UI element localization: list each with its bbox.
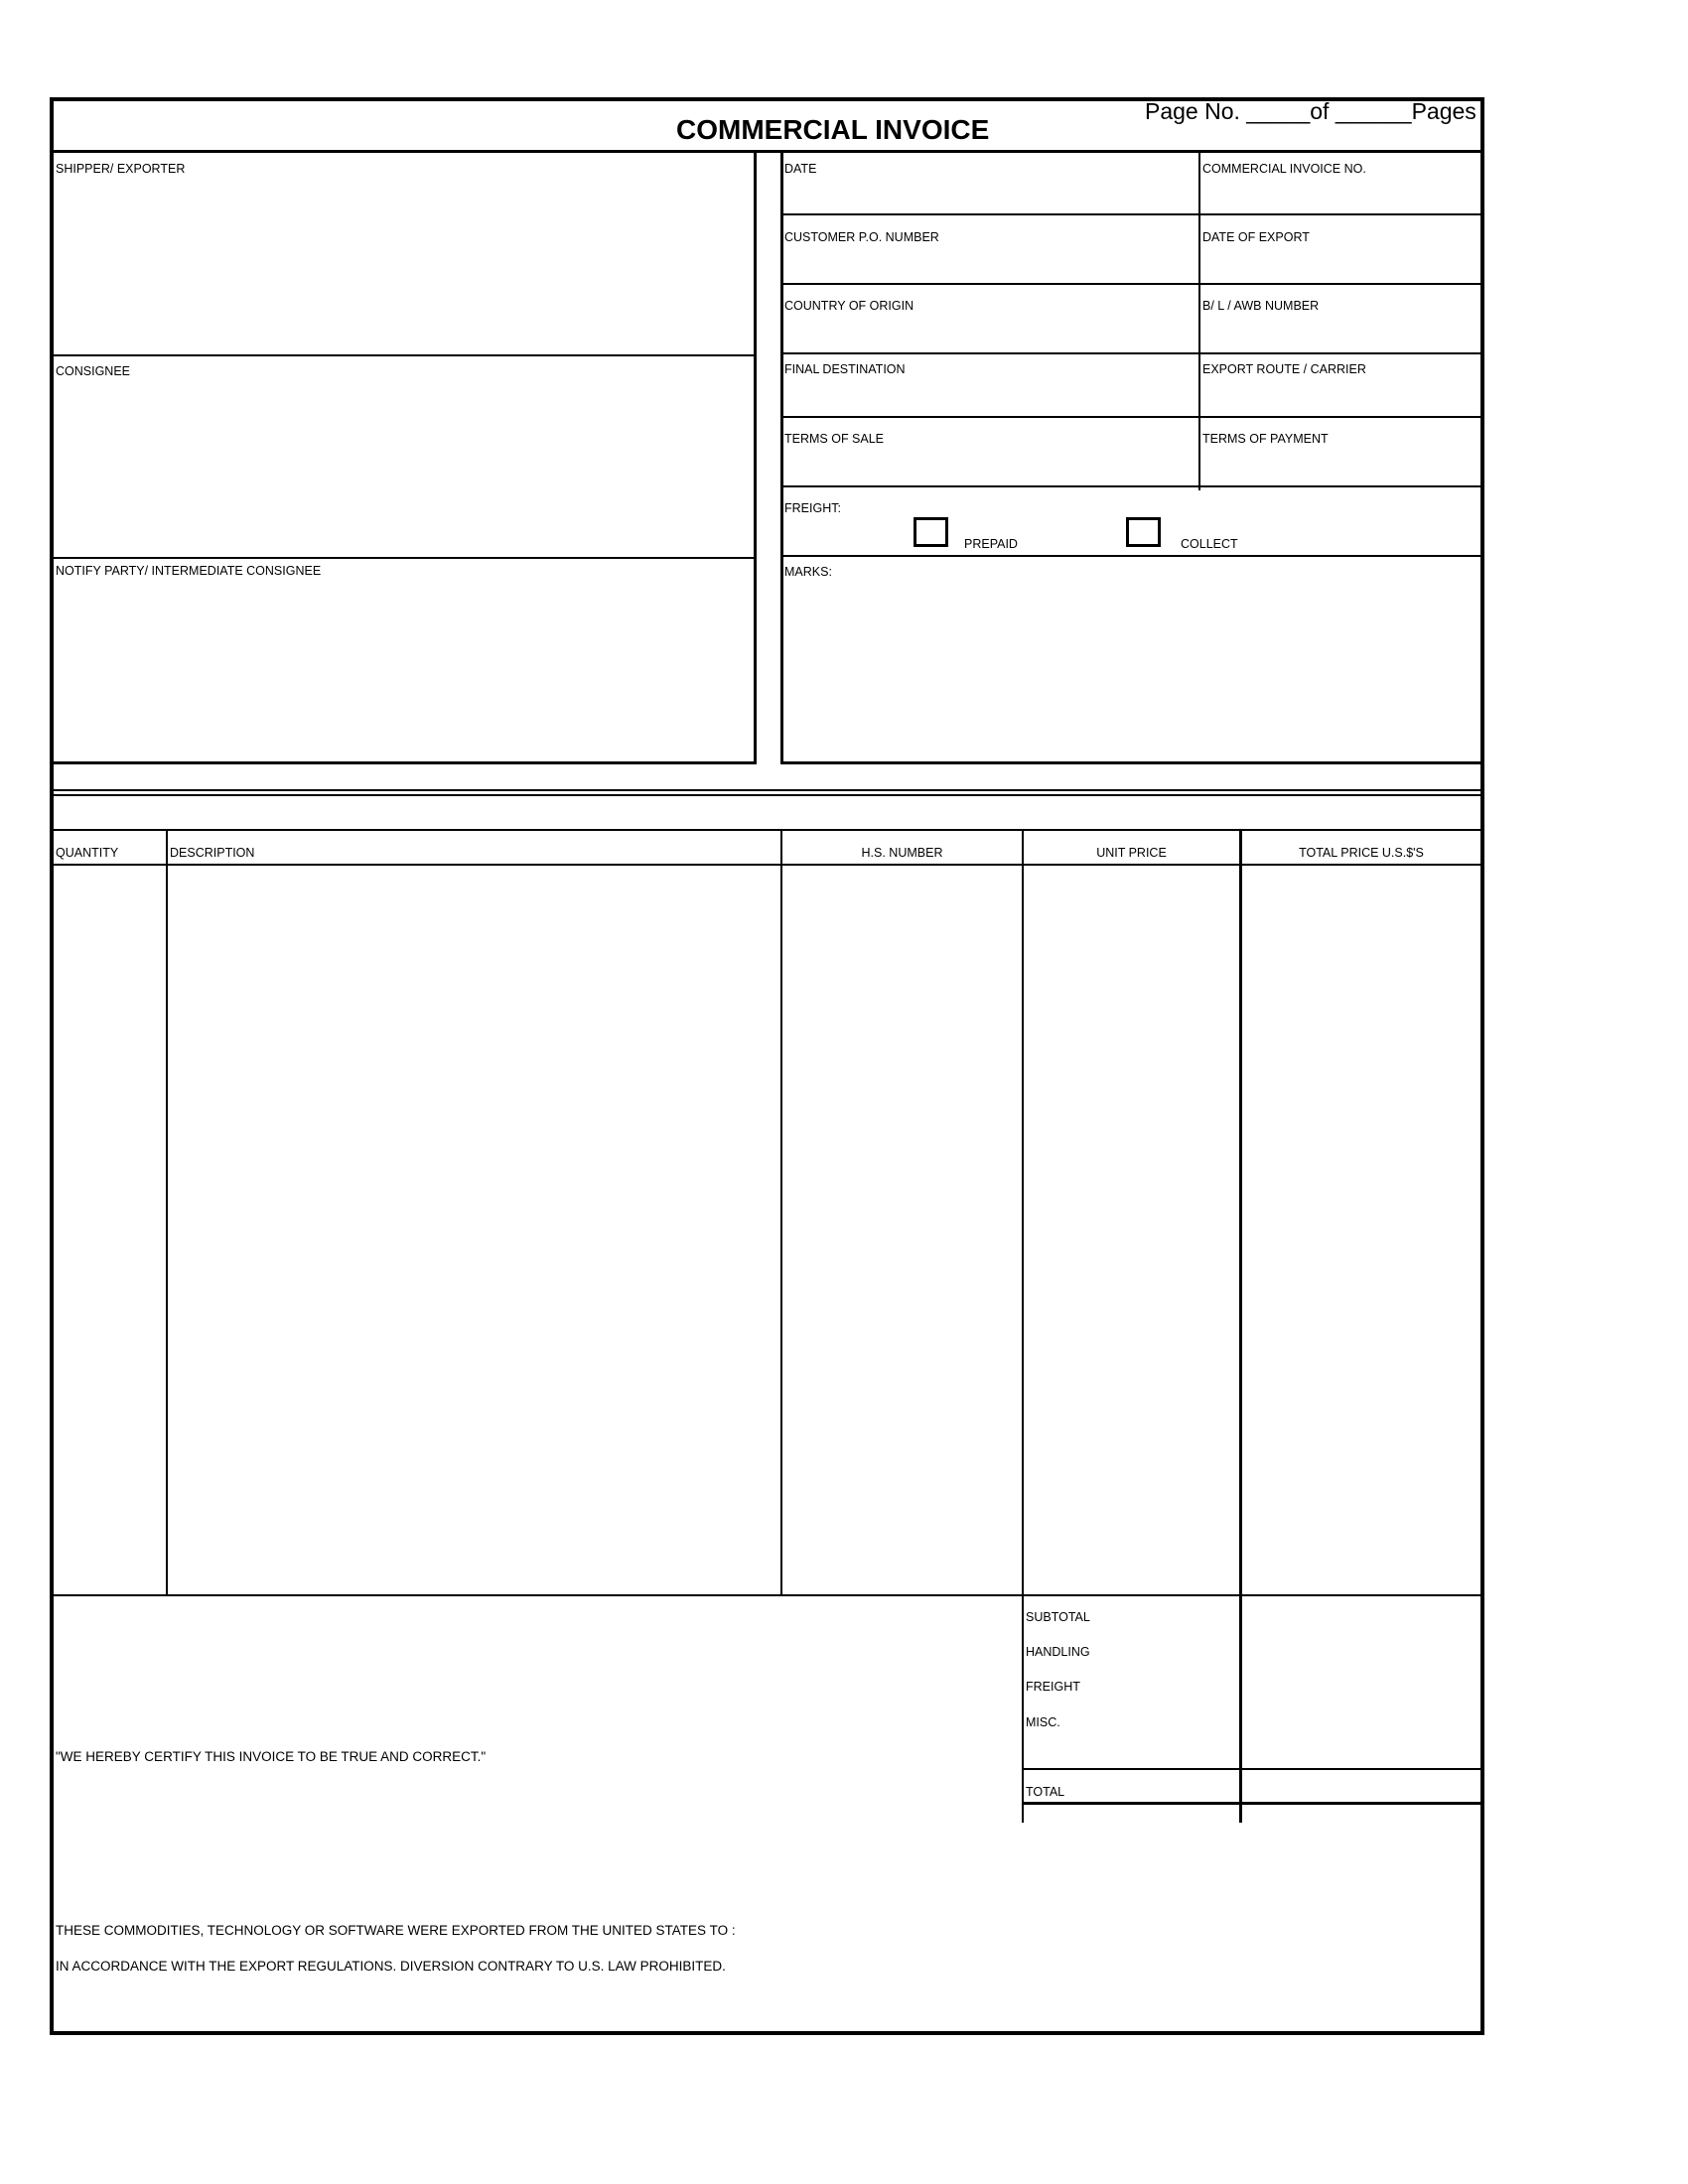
details-row-divider-3: [782, 352, 1482, 354]
total-price-column-field[interactable]: [1243, 867, 1479, 1593]
column-header-quantity: QUANTITY: [56, 846, 119, 860]
total-row-bottom-border: [1022, 1802, 1482, 1805]
prepaid-checkbox[interactable]: [914, 517, 948, 547]
charges-amount-field[interactable]: [1243, 1597, 1479, 1767]
right-block-bottom-border: [780, 761, 1482, 764]
column-header-total-price: TOTAL PRICE U.S.$'S: [1299, 846, 1424, 860]
left-block-right-border: [754, 151, 757, 764]
terms-of-payment-field[interactable]: [1202, 449, 1478, 483]
final-destination-label: FINAL DESTINATION: [784, 362, 906, 376]
collect-label: COLLECT: [1181, 537, 1238, 551]
page-title: COMMERCIAL INVOICE: [676, 114, 990, 145]
date-field[interactable]: [784, 179, 1196, 211]
page-of: of: [1310, 98, 1336, 124]
marks-label: MARKS:: [784, 565, 832, 579]
unit-price-column-field[interactable]: [1025, 867, 1238, 1593]
details-row-divider-5: [782, 485, 1482, 487]
col-divider-description: [780, 830, 782, 1595]
col-divider-quantity: [166, 830, 168, 1595]
items-header-bottom-border: [52, 864, 1482, 866]
page-prefix: Page No.: [1145, 98, 1247, 124]
consignee-label: CONSIGNEE: [56, 364, 131, 378]
po-number-field[interactable]: [784, 247, 1196, 281]
date-of-export-label: DATE OF EXPORT: [1202, 230, 1310, 244]
total-label: TOTAL: [1026, 1785, 1065, 1799]
right-block-left-border: [780, 151, 783, 764]
certification-statement: "WE HEREBY CERTIFY THIS INVOICE TO BE TRUE AND CORRECT.": [56, 1749, 487, 1764]
page-number-field[interactable]: _____: [1246, 98, 1311, 124]
country-of-origin-label: COUNTRY OF ORIGIN: [784, 299, 914, 313]
details-row-divider-4: [782, 416, 1482, 418]
page-suffix: Pages: [1411, 98, 1477, 124]
po-number-label: CUSTOMER P.O. NUMBER: [784, 230, 939, 244]
details-row-divider-1: [782, 213, 1482, 215]
handling-label: HANDLING: [1026, 1645, 1090, 1659]
terms-of-sale-label: TERMS OF SALE: [784, 432, 885, 446]
misc-label: MISC.: [1026, 1715, 1060, 1729]
invoice-no-label: COMMERCIAL INVOICE NO.: [1202, 162, 1366, 176]
total-amount-field[interactable]: [1243, 1771, 1479, 1801]
export-statement-line-1: THESE COMMODITIES, TECHNOLOGY OR SOFTWARE WERE EXPORTED FROM THE UNITED STATES TO :: [56, 1923, 736, 1938]
freight-label: FREIGHT:: [784, 501, 841, 515]
signature-field[interactable]: [56, 1777, 1009, 1896]
left-block-bottom-border: [52, 761, 757, 764]
notify-party-label: NOTIFY PARTY/ INTERMEDIATE CONSIGNEE: [56, 564, 322, 578]
double-rule-bottom: [52, 794, 1482, 796]
date-of-export-field[interactable]: [1202, 247, 1478, 281]
total-row-top-border: [1022, 1768, 1482, 1770]
freight-total-label: FREIGHT: [1026, 1680, 1080, 1694]
bl-awb-number-field[interactable]: [1202, 316, 1478, 350]
column-header-unit-price: UNIT PRICE: [1096, 846, 1167, 860]
column-header-hs-number: H.S. NUMBER: [861, 846, 943, 860]
shipper-field[interactable]: [54, 179, 753, 352]
col-divider-hs-number: [1022, 830, 1024, 1823]
details-row-divider-6: [782, 555, 1482, 557]
hs-number-column-field[interactable]: [783, 867, 1021, 1593]
header-divider: [52, 150, 1482, 153]
export-route-label: EXPORT ROUTE / CARRIER: [1202, 362, 1366, 376]
export-statement-line-2: IN ACCORDANCE WITH THE EXPORT REGULATIONS. DIVERSION CONTRARY TO U.S. LAW PROHIBITED.: [56, 1959, 726, 1974]
col-divider-unit-price: [1239, 830, 1242, 1823]
bl-awb-number-label: B/ L / AWB NUMBER: [1202, 299, 1320, 313]
collect-checkbox[interactable]: [1126, 517, 1161, 547]
shipper-divider: [52, 354, 757, 356]
page-total-field[interactable]: ______: [1335, 98, 1412, 124]
notify-party-field[interactable]: [54, 581, 753, 759]
terms-of-payment-label: TERMS OF PAYMENT: [1202, 432, 1329, 446]
details-row-divider-2: [782, 283, 1482, 285]
date-label: DATE: [784, 162, 817, 176]
outer-border-right: [1480, 97, 1484, 2035]
prepaid-label: PREPAID: [964, 537, 1018, 551]
subtotal-label: SUBTOTAL: [1026, 1610, 1090, 1624]
description-column-field[interactable]: [169, 867, 779, 1593]
shipper-label: SHIPPER/ EXPORTER: [56, 162, 186, 176]
outer-border-bottom: [50, 2031, 1484, 2035]
page-number: [1145, 98, 1477, 124]
invoice-no-field[interactable]: [1202, 179, 1478, 211]
final-destination-field[interactable]: [784, 379, 1196, 414]
items-header-top-border: [52, 829, 1482, 831]
column-header-description: DESCRIPTION: [170, 846, 255, 860]
double-rule-top: [52, 789, 1482, 791]
consignee-field[interactable]: [54, 381, 753, 555]
terms-of-sale-field[interactable]: [784, 449, 1196, 483]
details-column-divider: [1198, 151, 1200, 490]
country-of-origin-field[interactable]: [784, 316, 1196, 350]
export-route-field[interactable]: [1202, 379, 1478, 414]
marks-field[interactable]: [784, 582, 1478, 759]
items-body-bottom-border: [52, 1594, 1482, 1596]
consignee-divider: [52, 557, 757, 559]
quantity-column-field[interactable]: [54, 867, 165, 1593]
